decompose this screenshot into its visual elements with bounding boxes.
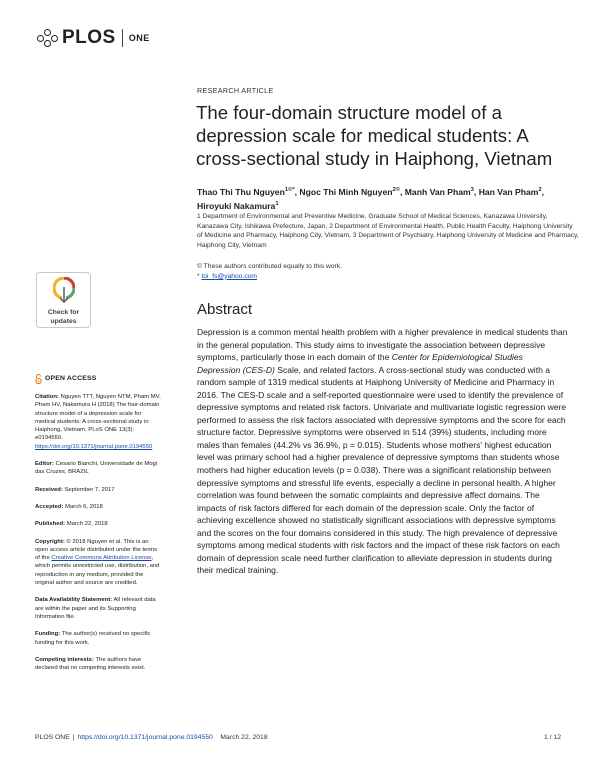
citation-label: Citation: xyxy=(35,394,59,400)
abstract-body xyxy=(197,326,568,577)
accepted-date xyxy=(35,503,163,511)
citation-text: Nguyen TTT, Nguyen NTM, Pham MV, Pham HV, Nakamura H (2018) The four-domain structure model of a depression scale for medical students: A cross-sectional study in Haiphong, Vietnam. PLoS ONE 13(3): e0194550. xyxy=(35,394,161,442)
author-name[interactable]: Han Van Pham xyxy=(478,186,539,197)
copyright-text-2: , which permits unrestricted use, distribution, and reproduction in any medium, provided the original author and source are credited. xyxy=(35,555,160,587)
page-footer xyxy=(35,734,268,741)
author-list xyxy=(197,184,577,213)
equal-contribution-note: © These authors contributed equally to this work. xyxy=(197,263,342,270)
author-separator: , xyxy=(541,186,545,197)
footer-journal: PLOS ONE xyxy=(35,734,70,741)
published-date xyxy=(35,520,163,528)
plos-logo-icon xyxy=(37,29,59,47)
accepted-text: March 6, 2018 xyxy=(63,503,103,510)
author-affiliation-mark: 2© xyxy=(392,187,400,193)
open-access-text: OPEN ACCESS xyxy=(45,374,97,382)
email-link[interactable]: toi_fs@yahoo.com xyxy=(201,272,257,280)
competing-interests xyxy=(35,656,163,673)
copyright xyxy=(35,538,163,588)
competing-interests-label: Competing interests: xyxy=(35,656,94,663)
received-date xyxy=(35,486,163,494)
citation xyxy=(35,393,163,451)
author-affiliation-mark: 2 xyxy=(538,187,542,193)
funding xyxy=(35,630,163,647)
page-number: 1 / 12 xyxy=(544,734,562,741)
citation-doi-link[interactable]: https://doi.org/10.1371/journal.pone.0194550 xyxy=(35,443,153,450)
affiliations: 1 Department of Environmental and Preventive Medicine, Graduate School of Medical Sciences, Kanazawa University, Kanazawa City, Ishikawa Prefecture, Japan, 2 Department of Environmental Health, Public Health Faculty, Haiphong University of Medicine and Pharmacy, Haiphong City, Vietnam, 3 Department of Psychiatry, Haiphong University of Medicine and Pharmacy, Haiphong City, Vietnam xyxy=(197,213,579,249)
license-link[interactable]: Creative Commons Attribution License xyxy=(51,555,152,562)
author-affiliation-mark: 1 xyxy=(275,201,279,208)
editor-text: Cesario Bianchi, Universidade de Mogi das Cruzes, BRAZIL xyxy=(35,461,158,476)
author-affiliation-mark: 1©* xyxy=(284,187,295,193)
published-label: Published: xyxy=(35,521,66,528)
funding-text: The author(s) received no specific funding for this work. xyxy=(35,631,151,646)
author-separator: , xyxy=(399,186,405,197)
badge-label-line1: Check for xyxy=(47,309,80,316)
open-access-label xyxy=(35,374,163,384)
author-name[interactable]: Thao Thi Thu Nguyen xyxy=(197,186,285,197)
accepted-label: Accepted: xyxy=(35,503,64,510)
received-text: September 7, 2017 xyxy=(62,486,115,493)
check-for-updates-icon xyxy=(53,277,75,303)
article-info-sidebar xyxy=(35,374,163,681)
corresponding-mark: * xyxy=(197,272,202,280)
footer-separator: | xyxy=(72,734,75,741)
author-name[interactable]: Hiroyuki Nakamura xyxy=(197,201,276,212)
abstract-heading: Abstract xyxy=(197,301,253,318)
journal-name: ONE xyxy=(128,33,150,43)
abstract-text-2: Scale, and related factors. A cross-sectional study was conducted with a random sample of 1319 medical students at Haiphong University of Medicine and Pharmacy in 2016. The CES-D scale and a self-reported questionnaire were used to identify the prevalence of depressive symptoms and related risk factors. Univariate and multivariate logistic regression were performed to assess the risk factors associated with depressive symptoms and the score for each structure factor. Depressive symptoms were observed in 514 (39%) students, including more males than females (44.2% vs 36.9%, p = 0.015). Students whose mothers' highest education level was primary school had a higher prevalence of depressive symptoms than students whose mothers had higher education levels (p = 0.038). There was a significant relationship between depressive symptoms and stressful life events, especially a decline in personal health. A higher correlation was found between the somatic complaints and depressive affect domains. The impacts of risk factors differed for each domain of the depression scale. Only the factor of achieving excellence showed no statistically significant associations with depressive symptoms and the scores on the four domains considered in this study. The high prevalence of depressive symptoms among medical students with risk factors and the impact of these risk factors on each domain of depression scale need further clarification to alleviate depression in students during their medical training. xyxy=(197,364,567,576)
plos-one-logo[interactable] xyxy=(37,27,150,49)
article-type: RESEARCH ARTICLE xyxy=(197,86,274,95)
check-for-updates-badge[interactable] xyxy=(36,272,91,328)
copyright-text: © 2018 Nguyen et al. This is an open access article distributed under the terms of the xyxy=(35,538,158,562)
corresponding-author xyxy=(197,272,577,282)
open-lock-icon xyxy=(35,374,42,384)
footer-date: March 22, 2018 xyxy=(220,734,268,741)
data-availability xyxy=(35,596,163,621)
footer-doi-link[interactable]: https://doi.org/10.1371/journal.pone.0194550 xyxy=(77,734,213,741)
data-availability-text: All relevant data are within the paper and its Supporting Information file. xyxy=(35,597,156,620)
author-separator: , xyxy=(294,186,300,197)
copyright-label: Copyright: xyxy=(35,538,65,545)
article-title: The four-domain structure model of a depression scale for medical students: A cross-sectional study in Haiphong, Vietnam xyxy=(196,102,553,169)
data-availability-label: Data Availability Statement: xyxy=(35,597,113,604)
badge-label-line2: updates xyxy=(50,317,77,325)
editor xyxy=(35,460,163,477)
published-text: March 22, 2018 xyxy=(65,521,108,528)
received-label: Received: xyxy=(35,486,63,493)
abstract-italic-term: Center for Epidemiological Studies Depression (CES-D) xyxy=(197,352,523,375)
author-name[interactable]: Ngoc Thi Minh Nguyen xyxy=(299,186,393,197)
logo-text: PLOS xyxy=(62,27,116,48)
competing-interests-text: The authors have declared that no competing interests exist. xyxy=(35,656,146,672)
author-name[interactable]: Manh Van Pham xyxy=(404,186,471,197)
funding-label: Funding: xyxy=(35,631,61,638)
logo-divider xyxy=(122,29,123,47)
author-separator: , xyxy=(473,186,479,197)
editor-label: Editor: xyxy=(35,461,54,468)
abstract-text-1: Depression is a common mental health problem with a higher prevalence in medical students than in the general population. This study aims to investigate the association between depressive symptoms, particularly those in each domain of the xyxy=(197,327,568,363)
author-notes xyxy=(197,262,577,281)
author-affiliation-mark: 3 xyxy=(470,187,474,193)
